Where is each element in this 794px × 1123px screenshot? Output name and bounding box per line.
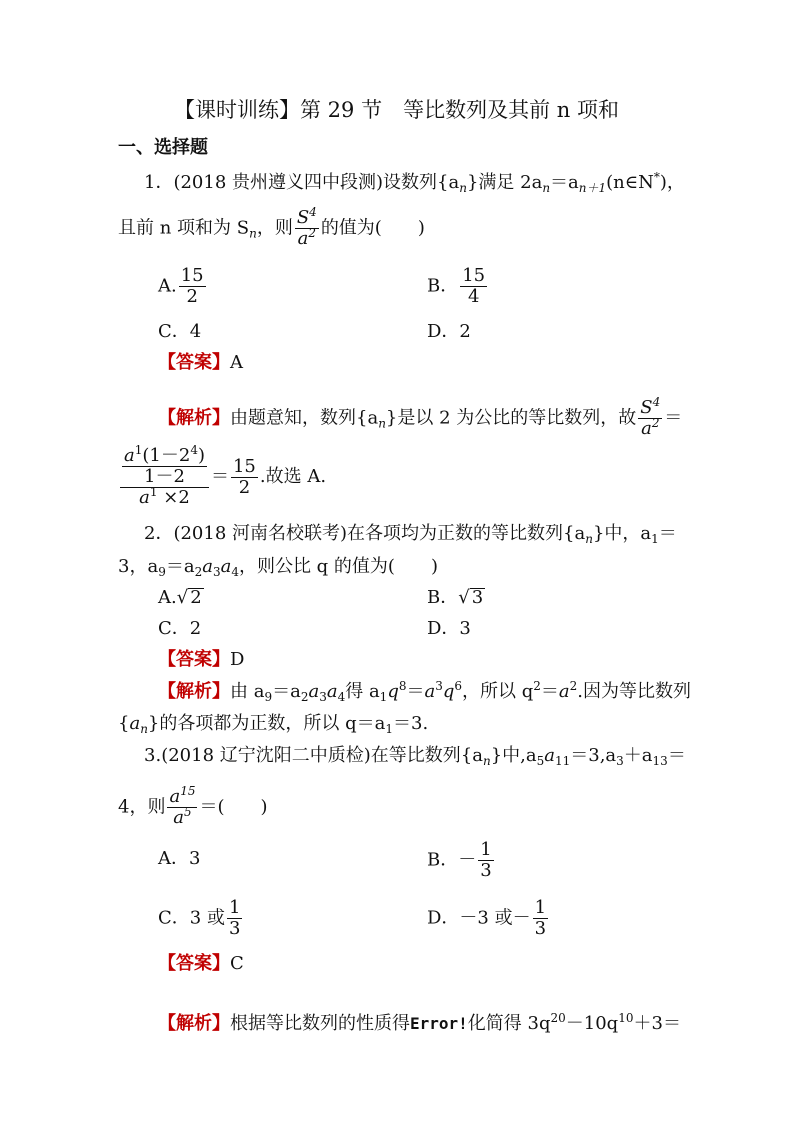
option-label: A. (158, 587, 177, 608)
analysis-text: ＋3＝ (633, 1013, 681, 1034)
answer-1 (158, 352, 243, 374)
stem-text: }满足 2a (466, 172, 543, 193)
analysis-text: ＝3. (393, 713, 429, 734)
analysis-text: 由题意知，数列{a (230, 407, 379, 429)
numerator: 1 (228, 897, 241, 918)
stem-text: ＋a (623, 745, 653, 766)
analysis-text: 根据等比数列的性质得 (230, 1013, 410, 1034)
stem-text: 4，则 (118, 796, 166, 818)
question-2-stem-line2: 3，$a_9=a_2a_3a_4$，则公比 q 的值为( ) (118, 556, 438, 579)
stem-text: (n∈N (606, 172, 654, 193)
analysis-label: 【解析】 (158, 681, 230, 702)
analysis-text: ，所以 q (462, 681, 534, 702)
analysis-label: 【解析】 (158, 407, 230, 429)
denominator: 3 (228, 918, 241, 939)
question-1-stem: 1．(2018 贵州遵义四中段测)设数列$\{a_n\}$满足 $2a_n=a_{n+1}(n\in N^*)$， (144, 170, 685, 195)
option-label: A. (158, 275, 177, 297)
analysis-text: 得 a (345, 681, 380, 702)
answer-value: C (230, 953, 244, 974)
fraction-1-3 (478, 840, 493, 881)
analysis-3: 【解析】根据等比数列的性质得Error!化简得 $3q^{20}-10q^{10}+3=$ (158, 1011, 681, 1034)
stem-text: ＝3,a (570, 745, 617, 766)
stem-text: 在等比数列{a (370, 745, 483, 766)
answer-2 (158, 649, 244, 671)
question-number: 3. (144, 745, 162, 766)
option-c: C．4 (158, 321, 202, 342)
option-d: D．2 (427, 321, 471, 342)
section-heading: 一、选择题 (118, 137, 208, 158)
option-b (427, 587, 485, 609)
question-3-stem-line2 (118, 784, 268, 828)
answer-label: 【答案】 (158, 649, 230, 670)
fraction-15-2: $\frac{15}{2}$ (232, 455, 256, 498)
answer-value: D (230, 649, 245, 670)
page-title: 【课时训练】第 29 节 等比数列及其前 n 项和 (174, 98, 619, 122)
option-b (427, 840, 496, 881)
option-label: B． (427, 275, 459, 297)
stem-text: ，则公比 q 的值为( ) (238, 556, 438, 577)
option-b (427, 266, 489, 307)
option-d (427, 898, 550, 939)
fraction-1-3 (533, 898, 548, 939)
denominator: 4 (460, 286, 487, 307)
option-label: B． (427, 587, 459, 608)
option-c: C．2 (158, 618, 202, 639)
question-2-stem: 2．(2018 河南名校联考)在各项均为正数的等比数列$\{a_n\}$中，$a_1=$ (144, 523, 677, 546)
stem-text: )， (659, 172, 685, 193)
error-placeholder: Error! (410, 1014, 468, 1033)
question-source: (2018 河南名校联考) (173, 523, 348, 544)
denominator: 3 (480, 860, 492, 881)
question-1-stem-line2: 且前 n 项和为 $S_n$，则 $\frac{S^4}{a^2}$ 的值为( ) (118, 205, 425, 249)
compound-fraction: $\frac{\frac{a^1(1-2^4)}{1-2}}{a^1 \times 2}$ (120, 446, 209, 508)
option-c (158, 898, 244, 939)
stem-text: }中，a (592, 523, 652, 544)
answer-label: 【答案】 (158, 953, 230, 974)
analysis-2-line2: $\{a_n\}$的各项都为正数，所以 $q=a_1=3$. (118, 713, 429, 736)
fraction-a15-a5: $\frac{a^{15}}{a^5}$ (169, 784, 196, 828)
analysis-text: .因为等比数列 (577, 681, 692, 702)
option-fraction (460, 266, 487, 307)
fraction-s4-a2: $\frac{S^4}{a^2}$ (296, 205, 317, 249)
numerator: 1 (534, 897, 547, 918)
option-a (158, 587, 204, 609)
denominator: 2 (179, 286, 206, 307)
sqrt-3: √ 3 (458, 587, 484, 608)
fraction-1-3 (227, 898, 242, 939)
question-3-stem: 3.(2018 辽宁沈阳二中质检)在等比数列$\{a_n\}$中$,a_5a_{11}=3,a_3+a_{13}=$ (144, 745, 686, 768)
analysis-text: ＝a (272, 681, 301, 702)
answer-value: A (230, 352, 243, 373)
analysis-text: －10q (565, 1013, 619, 1034)
analysis-text: 由 a (230, 681, 265, 702)
stem-text: ＝( ) (199, 796, 268, 818)
question-number: 2． (144, 523, 174, 544)
analysis-2: 【解析】由 $a_9=a_2a_3a_4$得 $a_1q^8=a^3q^6$，所以 $q^2=a^2$.因为等比数列 (158, 679, 692, 704)
stem-text: }中,a (490, 745, 537, 766)
analysis-1-formula: $\frac{\frac{a^1(1-2^4)}{1-2}}{a^1 \times 2}$ ＝ $\frac{15}{2}$ .故选 A. (118, 446, 326, 508)
analysis-text: .故选 A. (259, 466, 327, 487)
option-a: A．3 (158, 848, 201, 869)
radicand: 3 (471, 587, 484, 608)
stem-text: ，则 (256, 217, 293, 239)
stem-text: 设数列{a (383, 172, 460, 193)
answer-3 (158, 953, 244, 975)
question-source: (2018 辽宁沈阳二中质检) (161, 745, 371, 766)
option-fraction (179, 266, 206, 307)
stem-text: ＝ (667, 745, 686, 766)
option-a (158, 266, 208, 307)
stem-text: ＝ (658, 523, 677, 544)
analysis-text: }的各项都为正数，所以 q＝a (147, 713, 386, 734)
stem-text: 3，a (118, 556, 159, 577)
option-label: B．－ (427, 849, 477, 871)
radicand: 2 (190, 587, 202, 608)
numerator: 15 (180, 265, 204, 286)
stem-text: 且前 n 项和为 S (118, 217, 250, 239)
stem-text: ＝a (550, 172, 579, 193)
analysis-text: 化简得 3q (467, 1013, 551, 1034)
analysis-text: ＝ (664, 407, 683, 429)
sqrt-2: √ 2 (176, 587, 202, 608)
fraction-s4-a2: $\frac{S^4}{a^2}$ (640, 395, 661, 439)
numerator: 15 (462, 265, 486, 286)
question-number: 1． (144, 172, 174, 193)
analysis-text: }是以 2 为公比的等比数列，故 (385, 407, 637, 429)
answer-label: 【答案】 (158, 352, 230, 373)
denominator: 3 (534, 918, 547, 939)
numerator: 1 (480, 839, 492, 860)
analysis-1: 【解析】由题意知，数列$\{a_n\}$是以 2 为公比的等比数列，故 $\frac{S^4}{a^2}$ ＝ (158, 395, 683, 439)
stem-text: ＝a (165, 556, 195, 577)
stem-text: 的值为( ) (320, 217, 425, 239)
option-label: C．3 或 (158, 907, 225, 929)
option-d: D．3 (427, 618, 471, 639)
question-source: (2018 贵州遵义四中段测) (173, 172, 384, 193)
option-label: D．－3 或－ (427, 907, 531, 929)
stem-text: 在各项均为正数的等比数列{a (347, 523, 586, 544)
analysis-label: 【解析】 (158, 1013, 230, 1034)
